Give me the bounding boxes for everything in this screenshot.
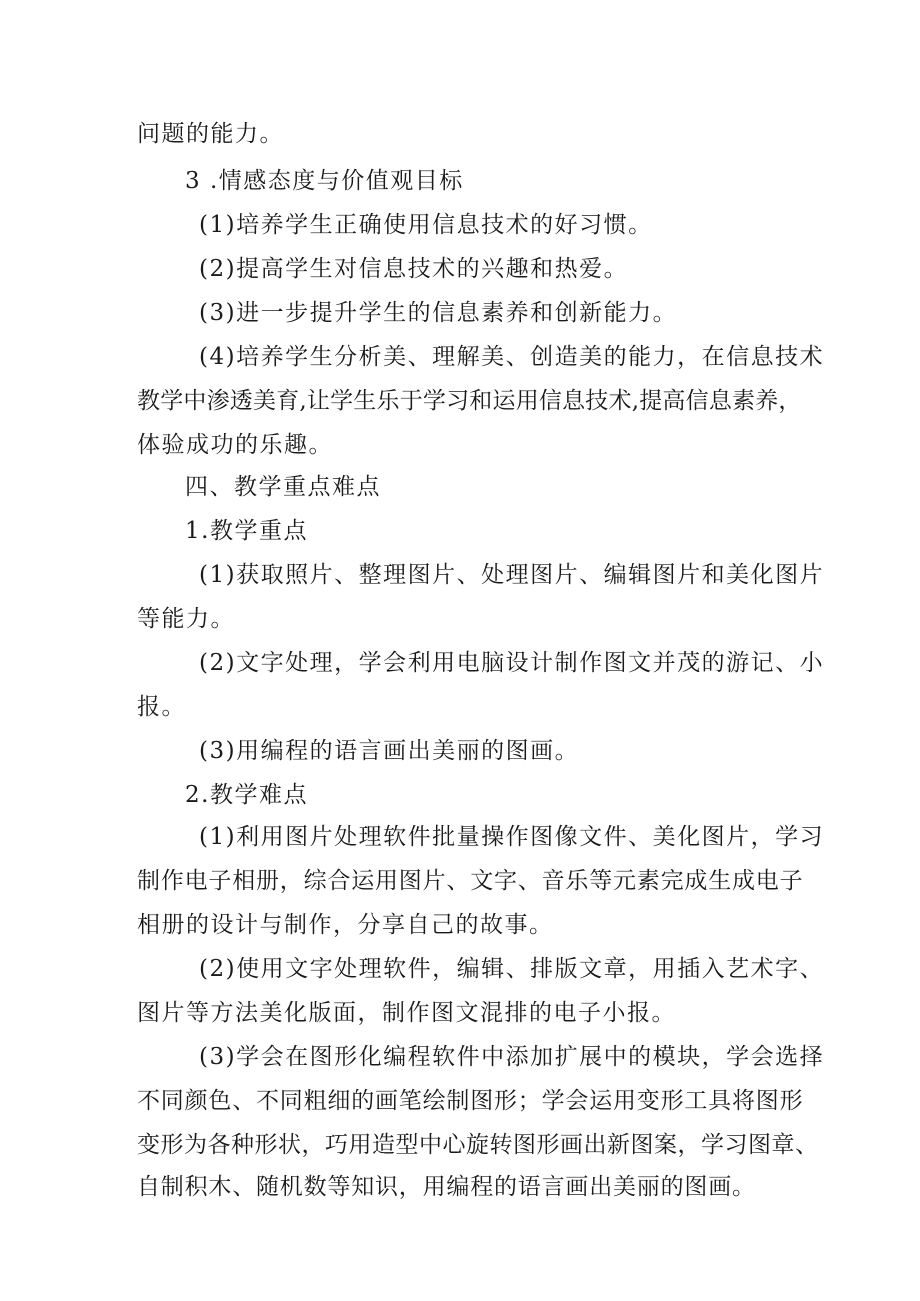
- text-line: 报。: [137, 694, 186, 720]
- text-line: (1)培养学生正确使用信息技术的好习惯。: [199, 212, 653, 238]
- text-line: 制作电子相册，综合运用图片、文字、音乐等元素完成生成电子: [137, 868, 804, 894]
- text-line: (4)培养学生分析美、理解美、创造美的能力，在信息技术: [199, 344, 825, 370]
- text-line: 等能力。: [137, 606, 235, 632]
- text-line: (2)使用文字处理软件，编辑、排版文章，用插入艺术字、: [199, 956, 825, 982]
- section-heading: 3 .情感态度与价值观目标: [185, 168, 464, 194]
- text-line: 相册的设计与制作，分享自己的故事。: [137, 912, 554, 938]
- text-line: (1)获取照片、整理图片、处理图片、编辑图片和美化图片: [199, 562, 825, 588]
- text-line: 体验成功的乐趣。: [137, 432, 333, 458]
- text-line: 变形为各种形状，巧用造型中心旋转图形画出新图案，学习图章、: [137, 1132, 819, 1158]
- text-line: 不同颜色、不同粗细的画笔绘制图形；学会运用变形工具将图形: [137, 1088, 804, 1114]
- text-line: (3)进一步提升学生的信息素养和创新能力。: [199, 300, 678, 326]
- text-line: (1)利用图片处理软件批量操作图像文件、美化图片，学习: [199, 824, 825, 850]
- section-heading: 四、教学重点难点: [185, 474, 381, 500]
- text-line: 问题的能力。: [137, 121, 284, 147]
- text-line: (2)文字处理，学会利用电脑设计制作图文并茂的游记、小: [199, 650, 825, 676]
- text-line: (3)学会在图形化编程软件中添加扩展中的模块，学会选择: [199, 1044, 825, 1070]
- subsection-heading: 2.教学难点: [185, 782, 308, 808]
- text-line: 自制积木、随机数等知识，用编程的语言画出美丽的图画。: [137, 1174, 756, 1200]
- subsection-heading: 1.教学重点: [185, 518, 308, 544]
- text-line: 教学中渗透美育,让学生乐于学习和运用信息技术,提高信息素养，: [137, 388, 802, 414]
- text-line: (2)提高学生对信息技术的兴趣和热爱。: [199, 256, 629, 282]
- text-line: (3)用编程的语言画出美丽的图画。: [199, 738, 580, 764]
- text-line: 图片等方法美化版面，制作图文混排的电子小报。: [137, 1000, 676, 1026]
